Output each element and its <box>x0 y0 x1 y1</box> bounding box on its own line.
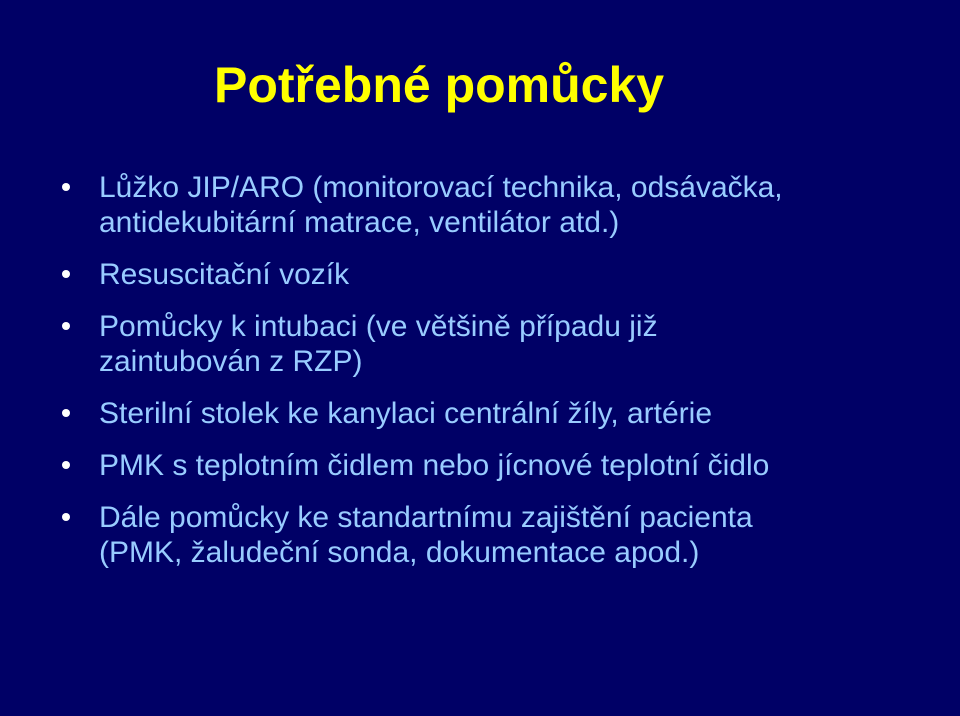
bullet-text-line: Pomůcky k intubaci (ve většině případu již <box>99 310 658 343</box>
bullet-text-line: Lůžko JIP/ARO (monitorovací technika, odsávačka, <box>99 171 783 204</box>
bullet-item <box>55 448 905 483</box>
bullet-text-line: Resuscitační vozík <box>99 258 350 291</box>
bullet-dot-icon <box>62 183 70 191</box>
bullet-text-line: (PMK, žaludeční sonda, dokumentace apod.) <box>99 536 700 569</box>
bullet-text-line: antidekubitární matrace, ventilátor atd.) <box>99 206 620 239</box>
bullet-item <box>55 500 905 570</box>
bullet-item <box>55 396 905 431</box>
bullet-dot-icon <box>62 409 70 417</box>
bullet-dot-icon <box>62 322 70 330</box>
bullet-dot-icon <box>62 513 70 521</box>
bullet-list <box>55 170 905 587</box>
bullet-text-line: Sterilní stolek ke kanylaci centrální žíly, artérie <box>99 397 713 430</box>
slide-title: Potřebné pomůcky <box>214 57 665 113</box>
bullet-dot-icon <box>62 461 70 469</box>
bullet-text-line: Dále pomůcky ke standartnímu zajištění pacienta <box>99 501 753 534</box>
bullet-item <box>55 309 905 379</box>
bullet-text-line: zaintubován z RZP) <box>99 345 363 378</box>
bullet-item <box>55 257 905 292</box>
bullet-dot-icon <box>62 270 70 278</box>
bullet-text-line: PMK s teplotním čidlem nebo jícnové teplotní čidlo <box>99 449 770 482</box>
bullet-item <box>55 170 905 240</box>
